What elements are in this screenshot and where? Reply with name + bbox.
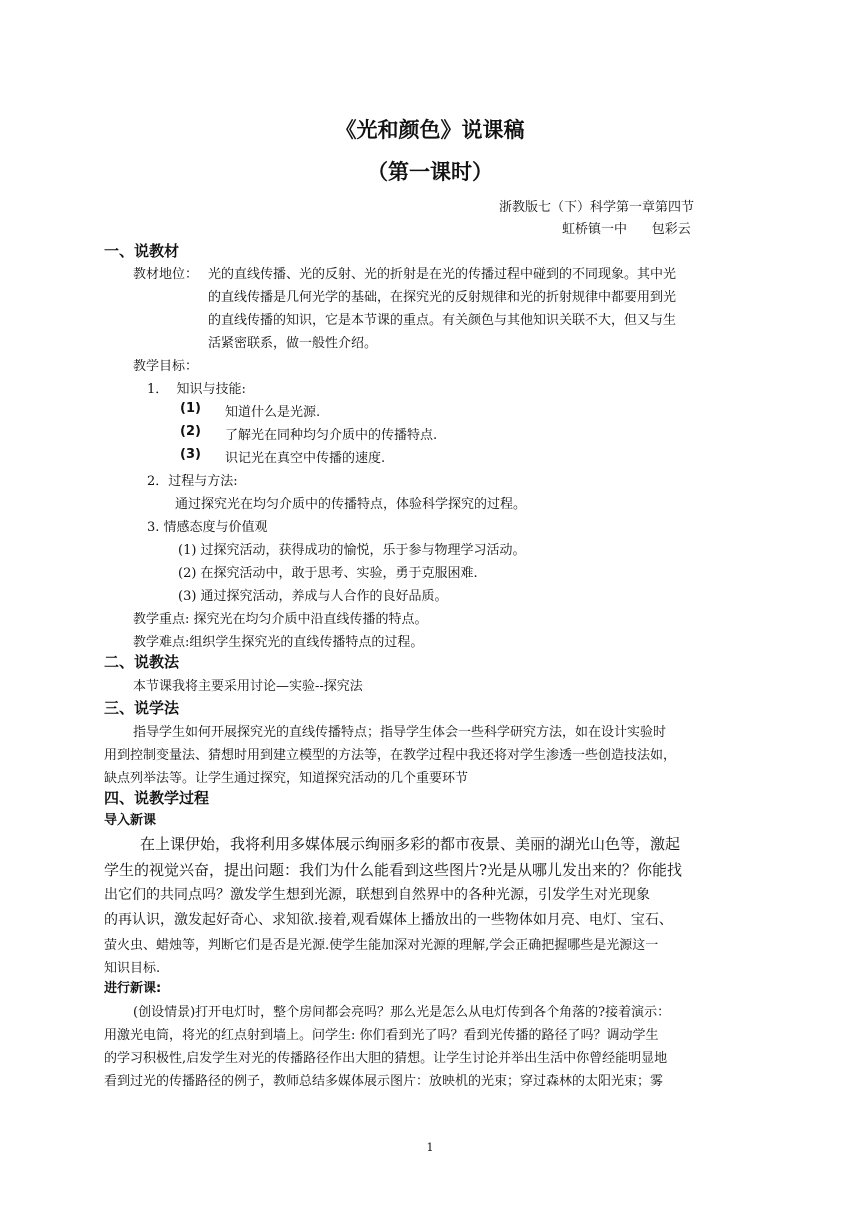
goal-heading: 1． 知识与技能: xyxy=(147,382,246,397)
list-item: (2) 在探究活动中，敢于思考、实验，勇于克服困难. xyxy=(178,566,478,581)
paragraph-line: 萤火虫、蜡烛等，判断它们是否是光源.使学生能加深对光源的理解,学会正确把握哪些是光源这一 xyxy=(104,938,659,953)
section-heading: 四、说教学过程 xyxy=(104,789,210,807)
paragraph-line: 用到控制变量法、猜想时用到建立模型的方法等，在教学过程中我还将对学生渗透一些创造技法如， xyxy=(104,748,677,763)
paragraph-line: 学生的视觉兴奋，提出问题：我们为什么能看到这些图片?光是从哪儿发出来的？你能找 xyxy=(104,861,683,879)
paragraph-line: 缺点列举法等。让学生通过探究，知道探究活动的几个重要环节 xyxy=(104,771,469,786)
list-number: (3) xyxy=(180,447,201,462)
page-subtitle: （第一课时） xyxy=(367,160,493,184)
section-heading: 一、说教材 xyxy=(104,242,180,260)
paragraph-line: 指导学生如何开展探究光的直线传播特点；指导学生体会一些科学研究方法，如在设计实验时 xyxy=(133,725,667,740)
paragraph-line: 的学习积极性,启发学生对光的传播路径作出大胆的猜想。让学生讨论并举出生活中你曾经能明显地 xyxy=(104,1051,668,1066)
paragraph-line: 的直线传播是几何光学的基础，在探究光的反射规律和光的折射规律中都要用到光 xyxy=(208,290,677,305)
paragraph-line: 出它们的共同点吗？激发学生想到光源，联想到自然界中的各种光源，引发学生对光现象 xyxy=(104,887,650,903)
section-heading: 二、说教法 xyxy=(104,653,180,671)
goal-heading: 2．过程与方法: xyxy=(147,474,238,489)
paragraph-line: 在上课伊始，我将利用多媒体展示绚丽多彩的都市夜景、美丽的湖光山色等，激起 xyxy=(140,835,681,853)
paragraph-line: (创设情景)打开电灯时，整个房间都会亮吗？那么光是怎么从电灯传到各个角落的?接着演示： xyxy=(133,1005,671,1020)
paragraph-line: 光的直线传播、光的反射、光的折射是在光的传播过程中碰到的不同现象。其中光 xyxy=(208,267,677,282)
author-line: 虹桥镇一中 包彩云 xyxy=(562,222,691,237)
goal-text: 通过探究光在均匀介质中的传播特点，体验科学探究的过程。 xyxy=(175,497,527,512)
source-line: 浙教版七（下）科学第一章第四节 xyxy=(499,200,695,215)
paragraph-line: 用激光电筒，将光的红点射到墙上。问学生: 你们看到光了吗？看到光传播的路径了吗？调动学生 xyxy=(104,1028,659,1043)
page-title: 《光和颜色》说课稿 xyxy=(335,118,525,142)
list-item: 知道什么是光源. xyxy=(225,405,321,420)
paragraph-line: 活紧密联系，做一般性介绍。 xyxy=(208,336,378,351)
sub-heading: 进行新课: xyxy=(104,981,162,996)
section-heading: 三、说学法 xyxy=(104,699,180,717)
position-label: 教材地位： xyxy=(133,267,199,282)
list-item: 了解光在同种均匀介质中的传播特点. xyxy=(225,428,438,443)
list-item: (3) 通过探究活动，养成与人合作的良好品质。 xyxy=(178,589,448,604)
list-item: 识记光在真空中传播的速度. xyxy=(225,451,386,466)
paragraph-line: 看到过光的传播路径的例子，教师总结多媒体展示图片：放映机的光束；穿过森林的太阳光束；雾 xyxy=(104,1074,664,1089)
page-number: 1 xyxy=(426,1141,434,1154)
paragraph-line: 知识目标. xyxy=(104,961,161,976)
sub-heading: 导入新课 xyxy=(104,813,157,828)
difficult-point: 教学难点:组织学生探究光的直线传播特点的过程。 xyxy=(133,635,424,650)
list-number: (2) xyxy=(180,424,201,439)
list-number: (1) xyxy=(180,401,201,416)
paragraph-line: 本节课我将主要采用讨论—实验--探究法 xyxy=(133,679,363,694)
paragraph-line: 的直线传播的知识，它是本节课的重点。有关颜色与其他知识关联不大，但又与生 xyxy=(208,313,677,328)
key-point: 教学重点: 探究光在均匀介质中沿直线传播的特点。 xyxy=(133,612,428,627)
goals-label: 教学目标： xyxy=(133,359,199,374)
paragraph-line: 的再认识，激发起好奇心、求知欲.接着,观看媒体上播放出的一些物体如月亮、电灯、宝石、 xyxy=(104,912,673,928)
goal-heading: 3. 情感态度与价值观 xyxy=(147,520,268,535)
list-item: (1) 过探究活动，获得成功的愉悦，乐于参与物理学习活动。 xyxy=(178,543,526,558)
